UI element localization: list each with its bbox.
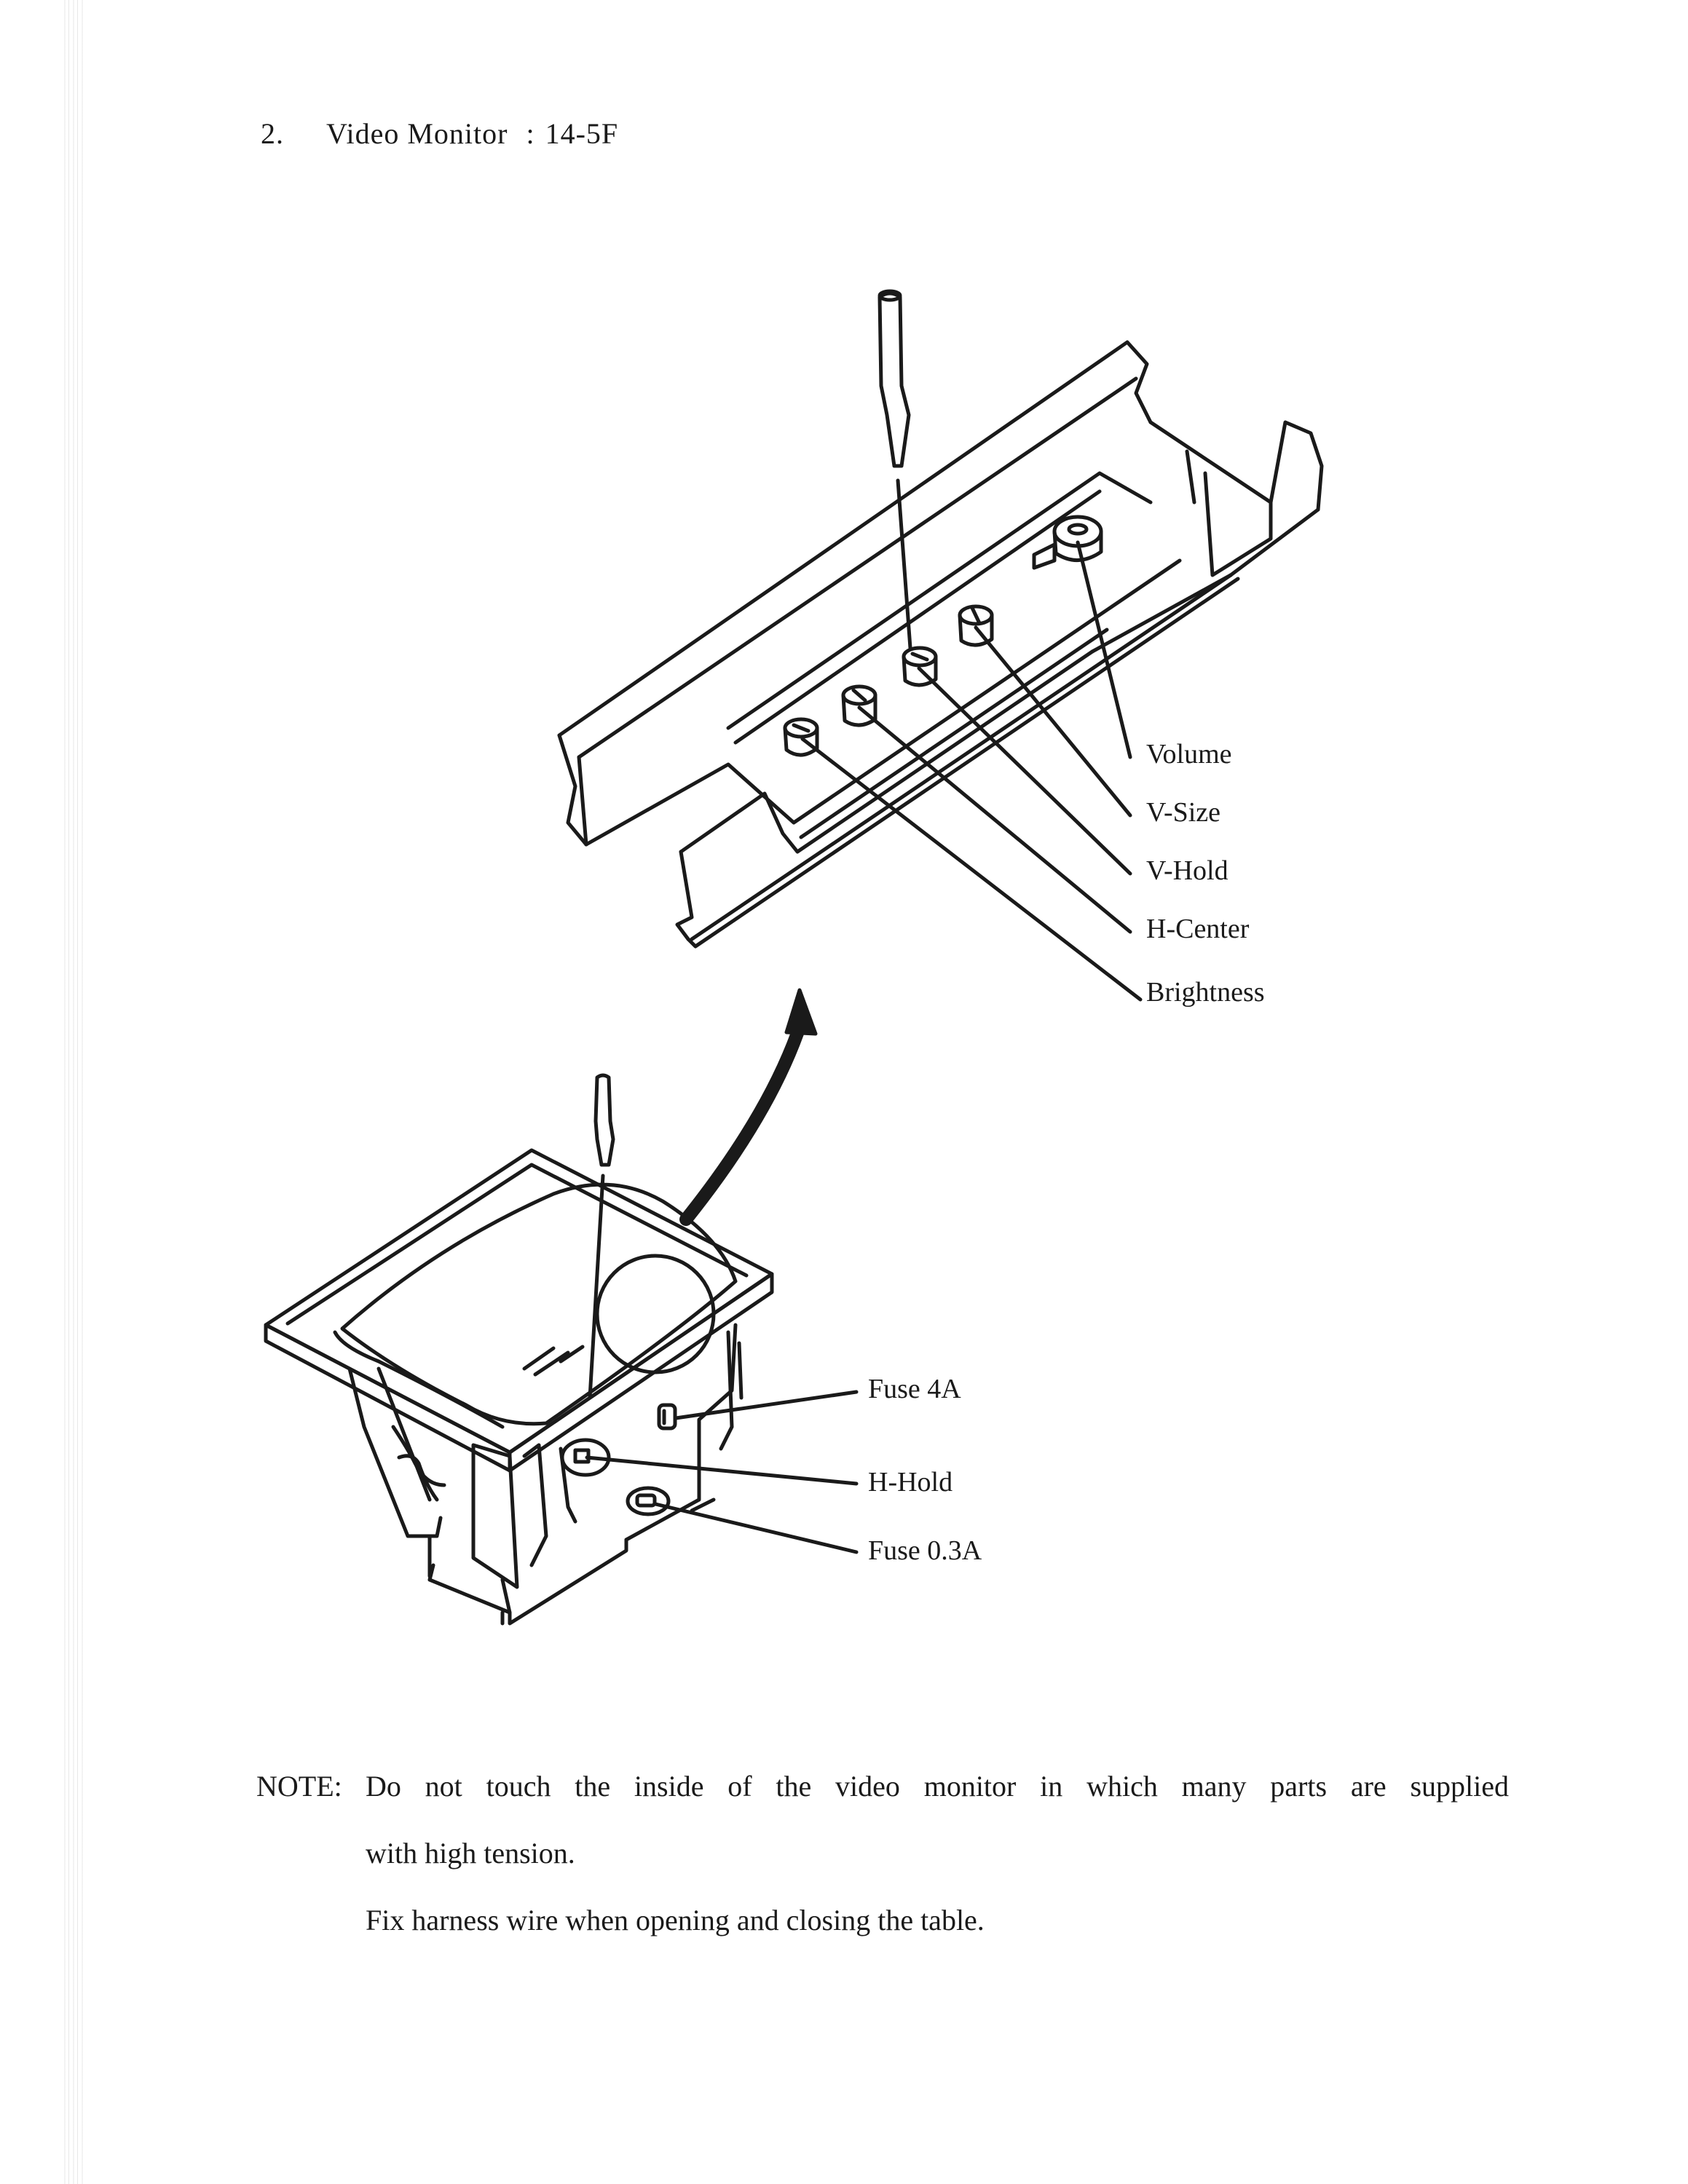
video-monitor-unit bbox=[266, 1075, 856, 1623]
curved-arrow-icon bbox=[686, 990, 816, 1219]
fuse-4a-holder bbox=[659, 1405, 675, 1428]
note-line-2: with high tension. bbox=[366, 1837, 575, 1870]
label-fuse-4a: Fuse 4A bbox=[868, 1374, 961, 1404]
fuse-03a-holder bbox=[628, 1488, 669, 1514]
pot-volume bbox=[1034, 517, 1101, 568]
label-h-hold: H-Hold bbox=[868, 1467, 953, 1497]
label-brightness: Brightness bbox=[1146, 977, 1265, 1008]
label-volume: Volume bbox=[1146, 739, 1232, 769]
section-number: 2. bbox=[261, 117, 284, 150]
note-line-3: Fix harness wire when opening and closing the table. bbox=[366, 1904, 985, 1936]
safety-note bbox=[256, 1753, 1509, 1954]
screwdriver-top-icon bbox=[880, 291, 910, 648]
heading-separator: : bbox=[526, 117, 535, 150]
monitor-model: 14-5F bbox=[545, 117, 619, 150]
note-line-1: Do not touch the inside of the video monitor in which many parts are supplied bbox=[366, 1770, 1509, 1803]
label-v-hold: V-Hold bbox=[1146, 855, 1228, 886]
note-label: NOTE: bbox=[256, 1770, 342, 1803]
label-fuse-03a: Fuse 0.3A bbox=[868, 1535, 982, 1566]
section-title: Video Monitor bbox=[326, 117, 508, 150]
label-v-size: V-Size bbox=[1146, 797, 1221, 828]
control-panel-channel bbox=[559, 291, 1322, 1000]
pot-brightness bbox=[785, 719, 817, 755]
label-h-center: H-Center bbox=[1146, 914, 1250, 944]
